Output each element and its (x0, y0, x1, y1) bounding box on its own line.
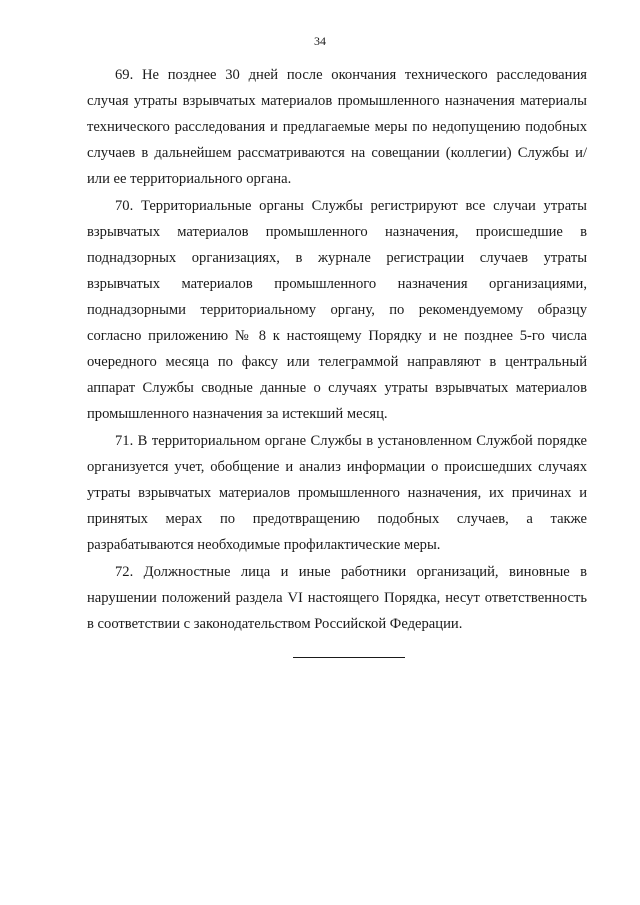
end-separator-line (293, 657, 405, 658)
paragraph-70: 70. Территориальные органы Службы регистрируют все случаи утраты взрывчатых материалов промышленного назначения, происшедшие в поднадзорных организациях, в журнале регистрации случаев утраты взрывчатых материалов промышленного назначения организациями, поднадзорными территориальному органу, по рекомендуемому образцу согласно приложению № 8 к настоящему Порядку и не позднее 5-го числа очередного месяца по факсу или телеграммой направляют в центральный аппарат Службы сводные данные о случаях утраты взрывчатых материалов промышленного назначения за истекший месяц. (87, 198, 587, 422)
paragraph-71: 71. В территориальном органе Службы в установленном Службой порядке организуется учет, обобщение и анализ информации о происшедших случаях утраты взрывчатых материалов промышленного назначения, их причинах и принятых мерах по предотвращению подобных случаев, а также разрабатываются необходимые профилактические меры. (87, 433, 587, 553)
paragraph-72: 72. Должностные лица и иные работники организаций, виновные в нарушении положений раздела VI настоящего Порядка, несут ответственность в соответствии с законодательством Российской Федерации. (87, 564, 587, 632)
document-body (87, 62, 587, 638)
paragraph-69: 69. Не позднее 30 дней после окончания технического расследования случая утраты взрывчатых материалов промышленного назначения материалы технического расследования и предлагаемые меры по недопущению подобных случаев в дальнейшем рассматриваются на совещании (коллегии) Службы и/или ее территориального органа. (87, 67, 587, 187)
page-number: 34 (314, 34, 326, 48)
